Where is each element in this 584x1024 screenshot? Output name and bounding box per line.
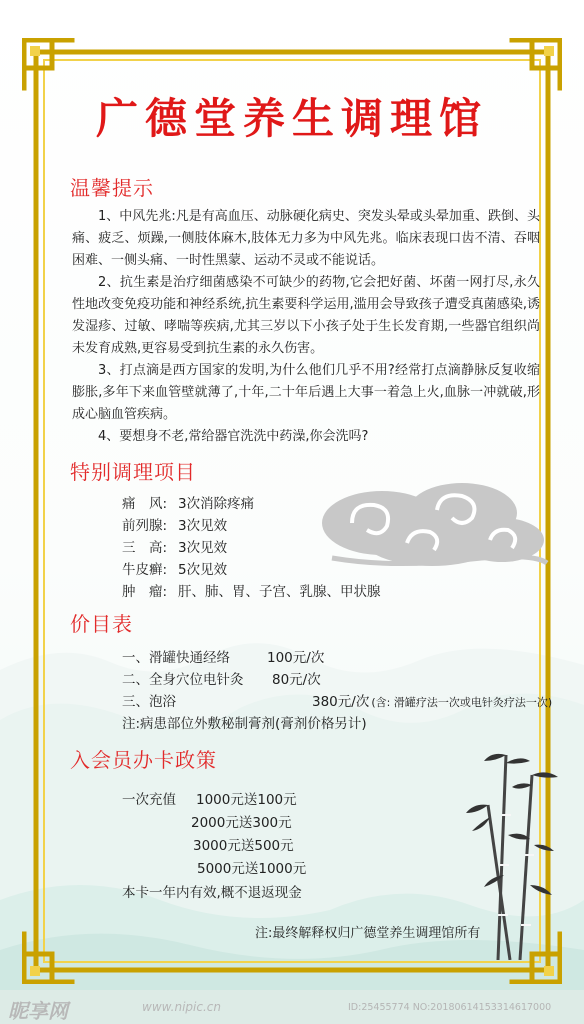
price-item: 三、泡浴 380元/次 (含: 滑罐疗法一次或电针灸疗法一次) [122, 694, 553, 710]
treatment-item: 三 高: 3次见效 [122, 540, 228, 556]
recharge-label: 一次充值 [122, 792, 176, 808]
treatment-item: 痛 风: 3次消除疼痛 [122, 496, 255, 512]
notice-item-2: 2、抗生素是治疗细菌感染不可缺少的药物,它会把好菌、坏菌一网打尽,永久性地改变免疫功能和神经系统,抗生素要科学运用,滥用会导致孩子遭受真菌感染,诱发湿疹、过敏、哮喘等疾病,尤其三岁以下小孩子处于生长发育期,一些器官组织尚未发育成熟,更容易受到抗生素的永久伤害。 [72, 275, 540, 356]
notice-item-1: 1、中风先兆:凡是有高血压、动脉硬化病史、突发头晕或头晕加重、跌倒、头痛、疲乏、烦躁,一侧肢体麻木,肢体无力多为中风先兆。临床表现口齿不清、吞咽困难、一侧头痛、一时性黑蒙、运动不灵或不能说话。 [72, 209, 540, 268]
auspicious-cloud-icon [312, 468, 552, 578]
card-validity: 本卡一年内有效,概不退返现金 [122, 885, 302, 901]
notice-heading: 温馨提示 [70, 176, 154, 200]
disclaimer: 注:最终解释权归广德堂养生调理馆所有 [255, 926, 481, 941]
membership-tier: 2000元送300元 [191, 815, 292, 831]
notice-item-4: 4、要想身不老,常给器官洗洗中药澡,你会洗吗? [98, 429, 369, 444]
price-item: 一、滑罐快通经络 100元/次 [122, 650, 325, 666]
treatment-item: 肿 瘤: 肝、肺、胃、子宫、乳腺、甲状腺 [122, 584, 381, 600]
treatment-item: 牛皮癣: 5次见效 [122, 562, 228, 578]
price-heading: 价目表 [70, 612, 133, 636]
price-footnote: 注:病患部位外敷秘制膏剂(膏剂价格另计) [122, 716, 367, 732]
watermark-logo: 昵享网 [8, 999, 68, 1023]
page-title: 广德堂养生调理馆 [95, 94, 488, 143]
watermark-id: ID:25455774 NO:20180614153314617000 [348, 1002, 552, 1013]
treatment-heading: 特别调理项目 [70, 460, 196, 484]
watermark-url: www.nipic.cn [142, 1000, 221, 1014]
membership-tier: 1000元送100元 [196, 792, 297, 808]
membership-heading: 入会员办卡政策 [70, 748, 217, 772]
price-item: 二、全身穴位电针灸 80元/次 [122, 672, 321, 688]
notice-item-3: 3、打点滴是西方国家的发明,为什么他们几乎不用?经常打点滴静脉反复收缩膨胀,多年下来血管壁就薄了,十年,二十年后遇上大事一着急上火,血脉一冲就破,形成心脑血管疾病。 [72, 363, 540, 422]
membership-tier: 5000元送1000元 [197, 861, 307, 877]
treatment-item: 前列腺: 3次见效 [122, 518, 228, 534]
membership-tier: 3000元送500元 [193, 838, 294, 854]
